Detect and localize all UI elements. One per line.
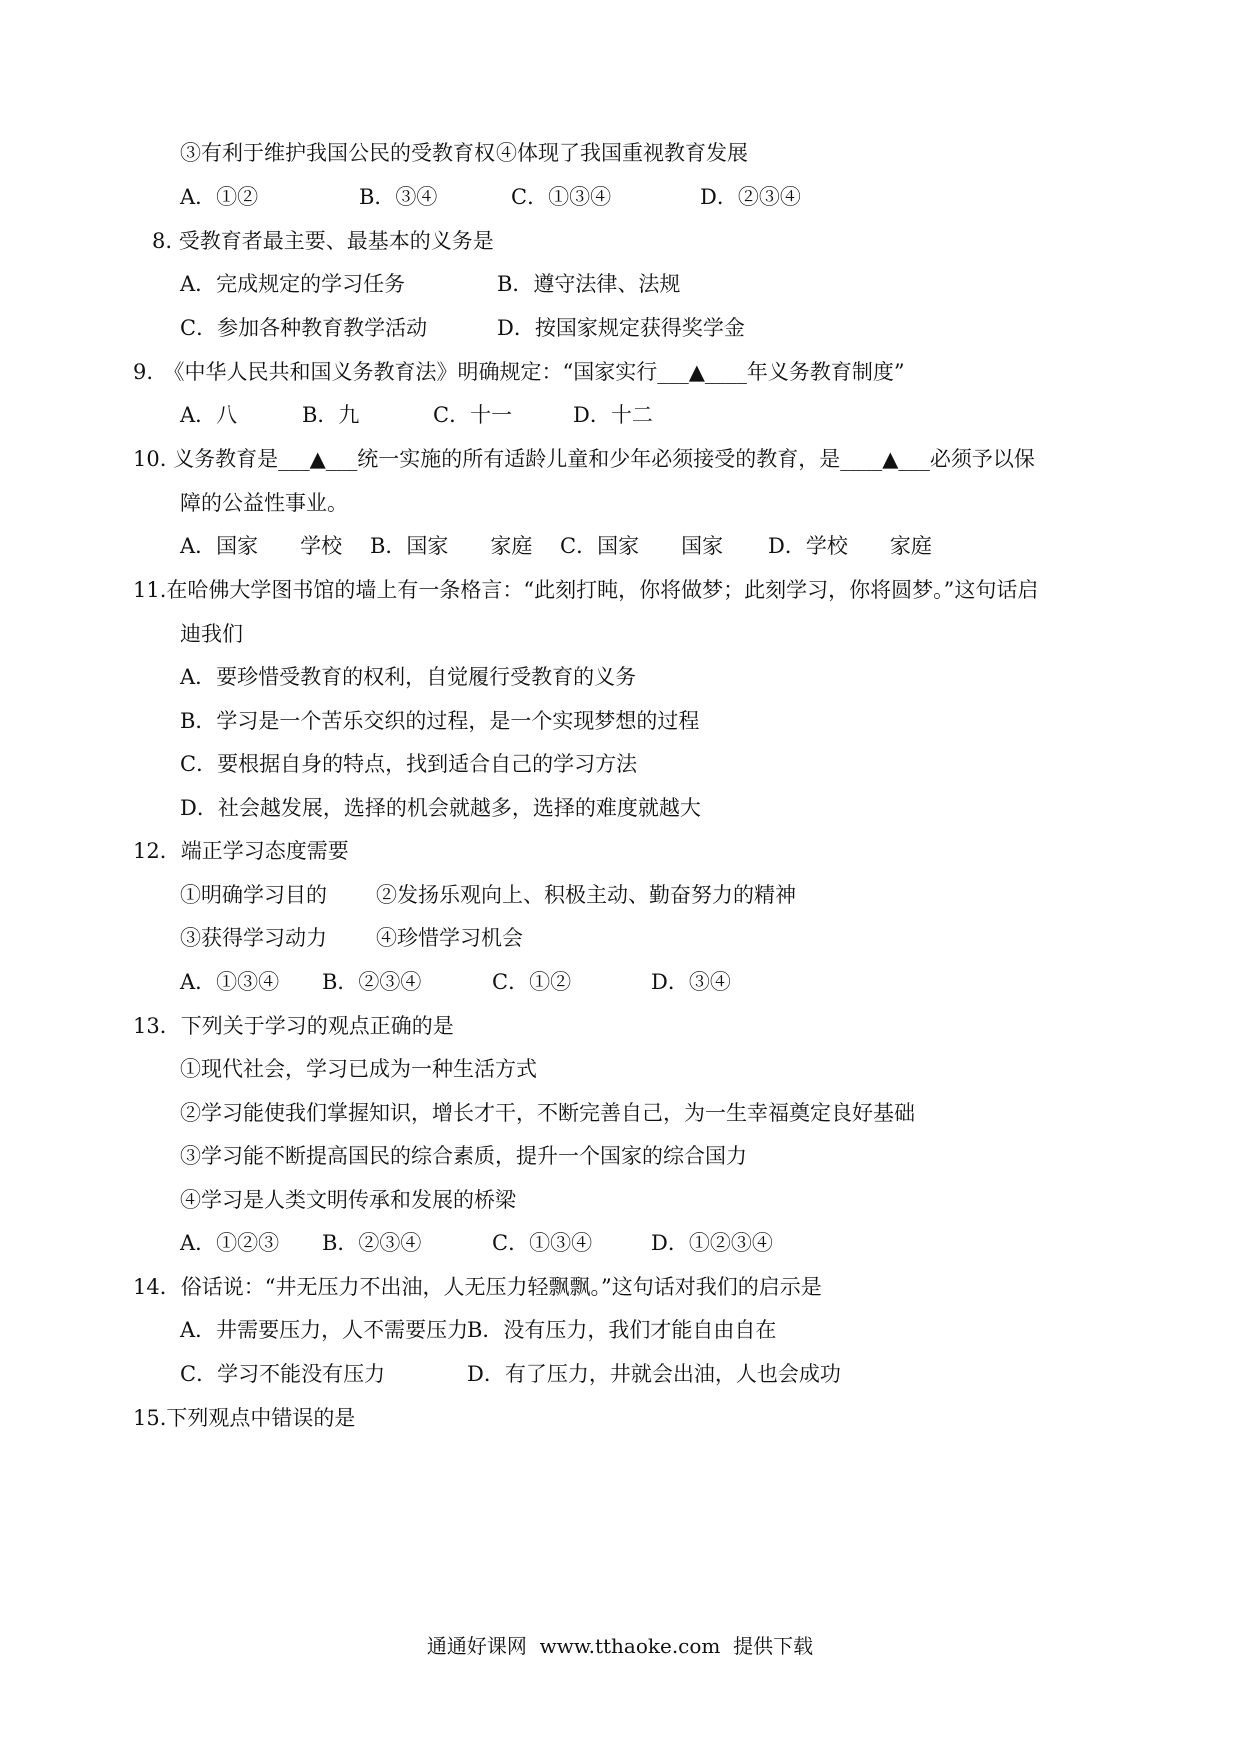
q11-answer-d: D．社会越发展，选择的机会就越多，选择的难度就越大 — [180, 796, 701, 820]
q12-answer-c: C．①② — [492, 970, 572, 994]
q9-answer-d: D．十二 — [573, 403, 653, 427]
q13-answer-a: A．①②③ — [180, 1231, 280, 1255]
q13-option-3: ③学习能不断提高国民的综合素质，提升一个国家的综合国力 — [180, 1144, 747, 1168]
q12-option-3: ③获得学习动力 — [180, 926, 327, 950]
q12-stem: 12．端正学习态度需要 — [133, 839, 349, 863]
q11-stem-line2: 迪我们 — [180, 622, 243, 646]
q9-stem: 9. 《中华人民共和国义务教育法》明确规定：“国家实行___▲____年义务教育制度” — [133, 360, 905, 384]
q11-stem-line1: 11.在哈佛大学图书馆的墙上有一条格言：“此刻打盹，你将做梦；此刻学习，你将圆梦。”这句话启 — [133, 578, 1039, 602]
q12-answer-a: A．①③④ — [180, 970, 280, 994]
q12-answer-b: B．②③④ — [322, 970, 422, 994]
q11-answer-a: A．要珍惜受教育的权利，自觉履行受教育的义务 — [180, 665, 637, 689]
q14-answer-b: B．没有压力，我们才能自由自在 — [467, 1318, 777, 1342]
q11-answer-c: C．要根据自身的特点，找到适合自己的学习方法 — [180, 752, 638, 776]
q8-answer-a: A．完成规定的学习任务 — [180, 272, 406, 296]
q8-answer-c: C．参加各种教育教学活动 — [180, 316, 428, 340]
q8-answer-b: B．遵守法律、法规 — [497, 272, 681, 296]
q7-answer-a: A．①② — [180, 185, 259, 209]
q13-answer-b: B．②③④ — [322, 1231, 422, 1255]
q7-option-3: ③有利于维护我国公民的受教育权 — [180, 141, 495, 165]
q10-stem-line2: 障的公益性事业。 — [180, 491, 348, 515]
q13-option-2: ②学习能使我们掌握知识，增长才干，不断完善自己，为一生幸福奠定良好基础 — [180, 1101, 915, 1125]
q7-option-4: ④体现了我国重视教育发展 — [496, 141, 748, 165]
q10-answer-b: B．国家 家庭 — [370, 534, 533, 558]
q10-stem-line1: 10. 义务教育是___▲___统一实施的所有适龄儿童和少年必须接受的教育，是____▲___必须予以保 — [133, 447, 1035, 471]
q14-stem: 14．俗话说：“井无压力不出油，人无压力轻飘飘。”这句话对我们的启示是 — [133, 1275, 822, 1299]
q12-answer-d: D．③④ — [651, 970, 731, 994]
q12-option-1: ①明确学习目的 — [180, 883, 327, 907]
q8-stem: 8. 受教育者最主要、最基本的义务是 — [152, 229, 494, 253]
q13-answer-c: C．①③④ — [492, 1231, 593, 1255]
q12-option-2: ②发扬乐观向上、积极主动、勤奋努力的精神 — [376, 883, 796, 907]
q13-option-1: ①现代社会，学习已成为一种生活方式 — [180, 1057, 537, 1081]
q9-answer-b: B．九 — [302, 403, 360, 427]
page-footer: 通通好课网 www.tthaoke.com 提供下载 — [426, 1634, 814, 1658]
q13-stem: 13．下列关于学习的观点正确的是 — [133, 1014, 454, 1038]
q9-answer-c: C．十一 — [433, 403, 513, 427]
q10-answer-a: A．国家 学校 — [180, 534, 343, 558]
q9-answer-a: A．八 — [180, 403, 238, 427]
q13-option-4: ④学习是人类文明传承和发展的桥梁 — [180, 1188, 516, 1212]
q12-option-4: ④珍惜学习机会 — [376, 926, 523, 950]
q11-answer-b: B．学习是一个苦乐交织的过程，是一个实现梦想的过程 — [180, 709, 700, 733]
q8-answer-d: D．按国家规定获得奖学金 — [497, 316, 745, 340]
q14-answer-d: D．有了压力，井就会出油，人也会成功 — [467, 1362, 841, 1386]
q14-answer-a: A．井需要压力，人不需要压力 — [180, 1318, 469, 1342]
q10-answer-c: C．国家 国家 — [560, 534, 724, 558]
q15-stem: 15.下列观点中错误的是 — [133, 1406, 356, 1430]
q13-answer-d: D．①②③④ — [651, 1231, 773, 1255]
q10-answer-d: D．学校 家庭 — [768, 534, 932, 558]
q7-answer-b: B．③④ — [359, 185, 438, 209]
q14-answer-c: C．学习不能没有压力 — [180, 1362, 386, 1386]
q7-answer-c: C．①③④ — [511, 185, 612, 209]
q7-answer-d: D．②③④ — [700, 185, 801, 209]
